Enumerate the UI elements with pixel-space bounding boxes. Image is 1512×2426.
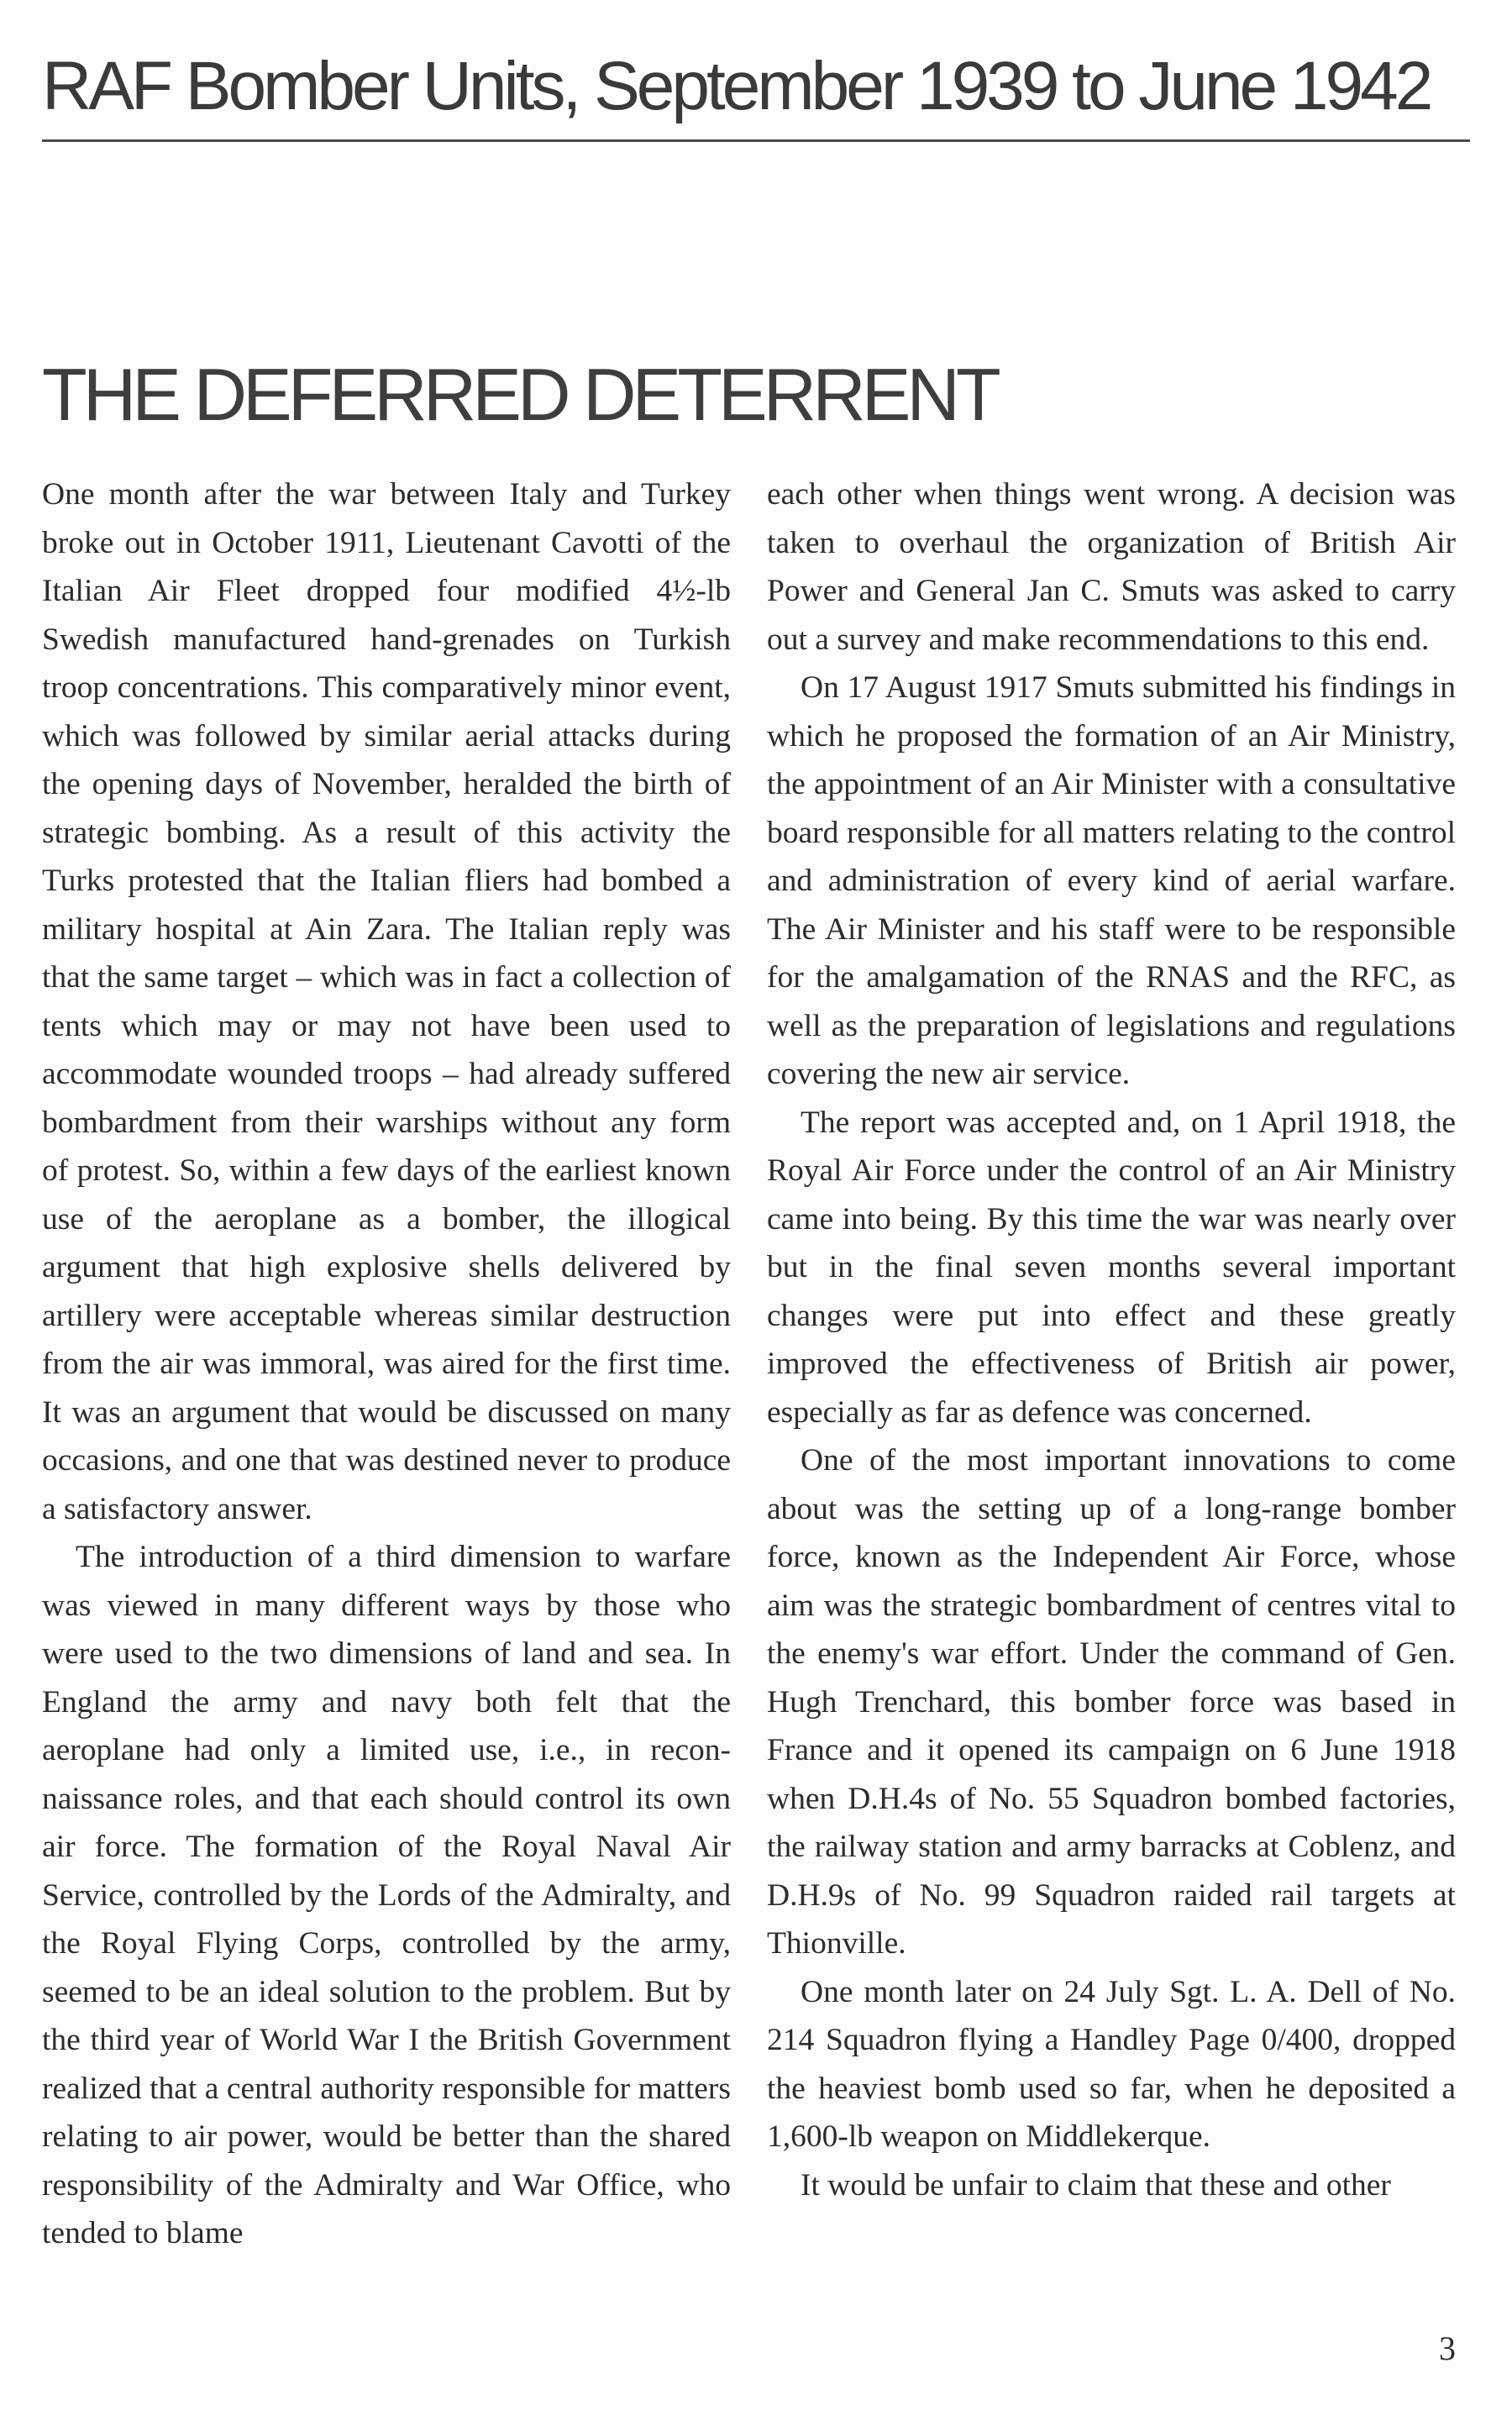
running-head: RAF Bomber Units, September 1939 to June 1942 — [42, 48, 1431, 124]
paragraph: It would be unfair to claim that these and other — [801, 2167, 1391, 2203]
paragraph: One month after the war between Italy and Turkey broke out in October 1911, Lieutenant Cavotti of the Italian Air Fleet dropped four modified 4½-lb Swedish manufactured hand-grenades on Turkish troop concentrations. This comparatively minor event, which was followed by similar aerial attacks during the opening days of November, heralded the birth of strategic bombing. As a result of this activity the Turks protested that the Italian fliers had bombed a military hospital at Ain Zara. The Italian reply was that the same target – which was in fact a collection of tents which may or may not have been used to accommodate wounded troops – had already suffered bombardment from their warships without any form of protest. So, within a few days of the earliest known use of the aeroplane as a bomber, the illogical argument that high explosive shells delivered by artillery were acceptable whereas similar destruction from the air was immoral, was aired for the first time. It was an argument that would be discussed on many occasions, and one that was destined never to produce a satisfactory answer. — [42, 477, 731, 1526]
paragraph: The report was accepted and, on 1 April 1918, the Royal Air Force under the control of an Air Ministry came into being. By this time the war was nearly over but in the final seven months several important changes were put into effect and these greatly improved the effectiveness of British air power, especially as far as defence was concerned. — [767, 1105, 1456, 1430]
left-column — [42, 470, 731, 2258]
page-number: 3 — [1439, 2329, 1456, 2367]
paragraph: On 17 August 1917 Smuts submitted his findings in which he proposed the formation of an Air Ministry, the appointment of an Air Minister with a consultative board responsible for all matters relating to the control and administration of every kind of aerial warfare. The Air Minister and his staff were to be responsible for the amalgamation of the RNAS and the RFC, as well as the preparation of legislations and regulations covering the new air service. — [767, 670, 1456, 1091]
paragraph: One month later on 24 July Sgt. L. A. Dell of No. 214 Squadron flying a Handley Page 0/400, dropped the heaviest bomb used so far, when he deposited a 1,600-lb weapon on Middlekerque. — [767, 1974, 1456, 2154]
paragraph: One of the most important innovations to come about was the setting up of a long-range bomber force, known as the Independent Air Force, whose aim was the strategic bombardment of centres vital to the enemy's war effort. Under the command of Gen. Hugh Trenchard, this bomber force was based in France and it opened its campaign on 6 June 1918 when D.H.4s of No. 55 Squadron bombed factories, the railway station and army barracks at Coblenz, and D.H.9s of No. 99 Squadron raided rail targets at Thionville. — [767, 1443, 1456, 1961]
right-column — [767, 470, 1456, 2209]
chapter-title: THE DEFERRED DETERRENT — [42, 353, 997, 436]
header-rule — [42, 139, 1470, 142]
paragraph: each other when things went wrong. A decision was taken to overhaul the organization of British Air Power and General Jan C. Smuts was asked to carry out a survey and make recommendations to this end. — [767, 477, 1456, 657]
paragraph: The introduction of a third dimension to warfare was viewed in many different ways by those who were used to the two dimensions of land and sea. In England the army and navy both felt that the aeroplane had only a limited use, i.e., in reconnaissance roles, and that each should control its own air force. The formation of the Royal Naval Air Service, controlled by the Lords of the Admiralty, and the Royal Flying Corps, controlled by the army, seemed to be an ideal solution to the problem. But by the third year of World War I the British Government realized that a central authority responsible for matters relating to air power, would be better than the shared responsibility of the Admiralty and War Office, who tended to blame — [42, 1540, 731, 2250]
